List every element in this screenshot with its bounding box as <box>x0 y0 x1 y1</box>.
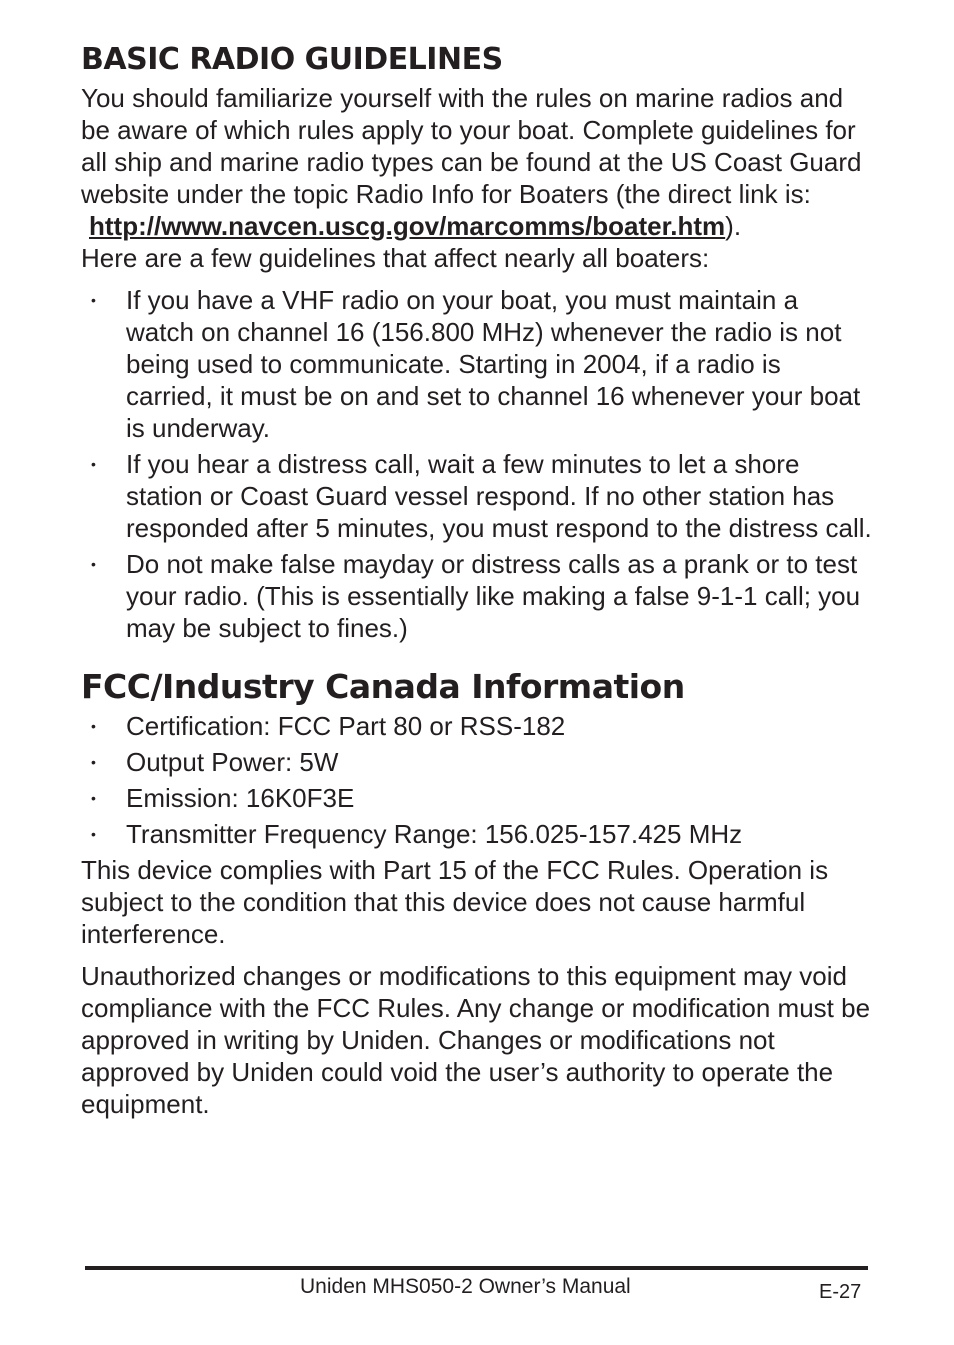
fcc-spec-list <box>81 710 873 850</box>
link-line <box>89 210 873 242</box>
footer-page-number: E-27 <box>819 1281 862 1303</box>
basic-radio-guidelines-heading: BASIC RADIO GUIDELINES <box>81 42 503 77</box>
guideline-item: • If you have a VHF radio on your boat, you must maintain a watch on channel 16 (156.800 MHz) whenever the radio is not being used to communicate. Starting in 2004, if a radio is carried, it must be on and set to channel 16 whenever your boat is underway. <box>81 284 873 444</box>
fcc-heading: FCC/Industry Canada Information <box>81 667 685 706</box>
fcc-spec-item: • Emission: 16K0F3E <box>81 782 873 814</box>
fcc-spec-item: • Transmitter Frequency Range: 156.025-157.425 MHz <box>81 818 873 850</box>
intro-paragraph: You should familiarize yourself with the rules on marine radios and be aware of which rules apply to your boat. Complete guidelines for all ship and marine radio types can be found at the US Coast Guard website under the topic Radio Info for Boaters (the direct link is: <box>81 83 862 209</box>
guideline-item: • Do not make false mayday or distress calls as a prank or to test your radio. (This is essentially like making a false 9-1-1 call; you may be subject to fines.) <box>81 548 873 644</box>
fcc-compliance-paragraph: This device complies with Part 15 of the FCC Rules. Operation is subject to the condition that this device does not cause harmful interference. <box>81 855 829 949</box>
guidelines-list <box>81 284 873 644</box>
link-suffix: ). <box>725 211 742 241</box>
guidelines-lead: Here are a few guidelines that affect nearly all boaters: <box>81 243 710 273</box>
footer-manual-title: Uniden MHS050-2 Owner’s Manual <box>300 1275 631 1298</box>
fcc-spec-item: • Certification: FCC Part 80 or RSS-182 <box>81 710 873 742</box>
footer-divider <box>85 1266 868 1270</box>
uscg-link[interactable]: http://www.navcen.uscg.gov/marcomms/boater.htm <box>89 211 726 241</box>
guideline-item: • If you hear a distress call, wait a few minutes to let a shore station or Coast Guard vessel respond. If no other station has responded after 5 minutes, you must respond to the distress call. <box>81 448 873 544</box>
manual-page <box>81 38 873 1120</box>
modifications-paragraph: Unauthorized changes or modifications to this equipment may void compliance with the FCC Rules. Any change or modification must be approved in writing by Uniden. Changes or modifications not approved by Uniden could void the user’s authority to operate the equipment. <box>81 961 871 1119</box>
fcc-spec-item: • Output Power: 5W <box>81 746 873 778</box>
